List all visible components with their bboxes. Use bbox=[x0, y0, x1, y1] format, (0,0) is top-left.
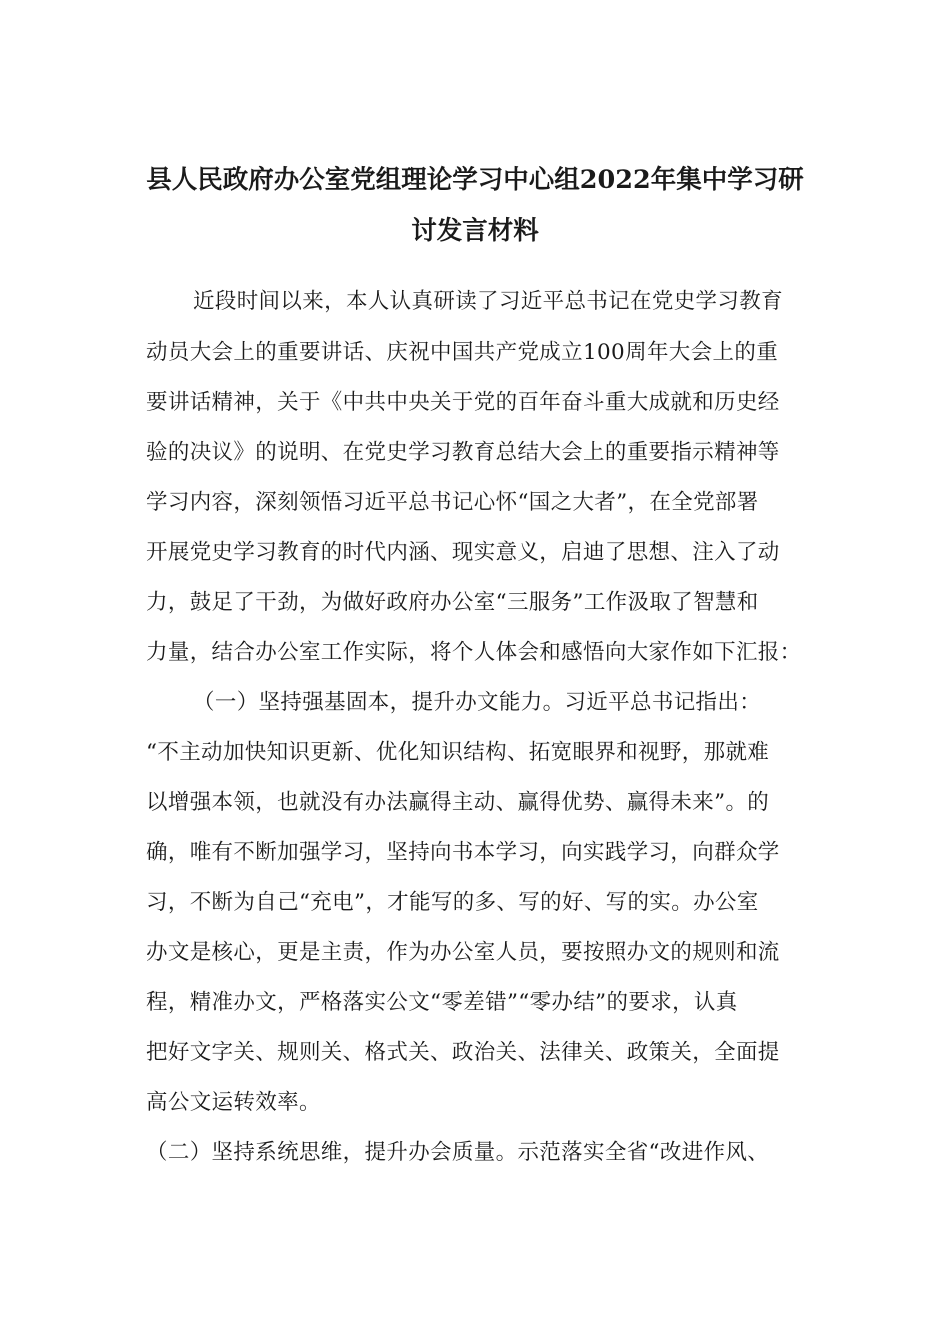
section-1-line: 程，精准办文，严格落实公文“零差错”“零办结”的要求，认真 bbox=[146, 990, 738, 1015]
paragraph-1-line: 动员大会上的重要讲话、庆祝中国共产党成立100周年大会上的重 bbox=[146, 340, 779, 365]
paragraph-1-line: 力量，结合办公室工作实际，将个人体会和感悟向大家作如下汇报： bbox=[146, 640, 802, 665]
paragraph-1-line: 要讲话精神，关于《中共中央关于党的百年奋斗重大成就和历史经 bbox=[146, 390, 780, 415]
section-1-line: 高公文运转效率。 bbox=[146, 1090, 321, 1115]
document-title-line-1: 县人民政府办公室党组理论学习中心组2022年集中学习研 bbox=[146, 165, 804, 195]
paragraph-1-line: 近段时间以来，本人认真研读了习近平总书记在党史学习教育 bbox=[193, 289, 783, 314]
section-1-line: 以增强本领，也就没有办法赢得主动、赢得优势、赢得未来”。的 bbox=[146, 790, 770, 815]
paragraph-1-line: 学习内容，深刻领悟习近平总书记心怀“国之大者”，在全党部署 bbox=[146, 490, 759, 515]
section-2-heading-line: （二）坚持系统思维，提升办会质量。示范落实全省“改进作风、 bbox=[146, 1140, 770, 1165]
paragraph-1-line: 力，鼓足了干劲，为做好政府办公室“三服务”工作汲取了智慧和 bbox=[146, 590, 759, 615]
section-1-line: 把好文字关、规则关、格式关、政治关、法律关、政策关，全面提 bbox=[146, 1040, 780, 1065]
section-1-line: 确，唯有不断加强学习，坚持向书本学习，向实践学习，向群众学 bbox=[146, 840, 780, 865]
section-1-line: 习，不断为自己“充电”，才能写的多、写的好、写的实。办公室 bbox=[146, 890, 759, 915]
document-title-line-2: 讨发言材料 bbox=[411, 216, 539, 246]
paragraph-1-line: 开展党史学习教育的时代内涵、现实意义，启迪了思想、注入了动 bbox=[146, 540, 780, 565]
section-1-line: 办文是核心，更是主责，作为办公室人员，要按照办文的规则和流 bbox=[146, 940, 780, 965]
section-1-line: “不主动加快知识更新、优化知识结构、拓宽眼界和视野，那就难 bbox=[146, 740, 770, 765]
section-1-heading-line: （一）坚持强基固本，提升办文能力。习近平总书记指出： bbox=[193, 690, 762, 715]
paragraph-1-line: 验的决议》的说明、在党史学习教育总结大会上的重要指示精神等 bbox=[146, 440, 780, 465]
